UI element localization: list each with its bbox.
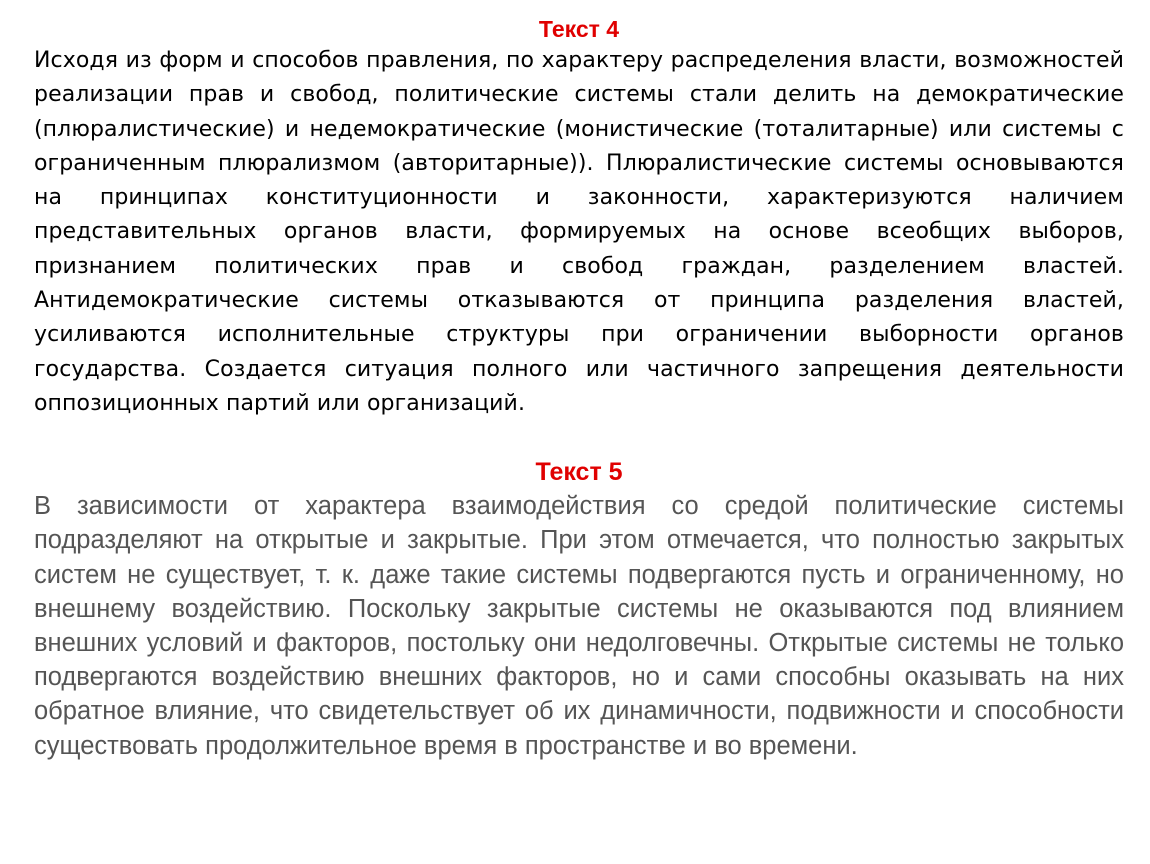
section-4-title: Текст 4: [538, 16, 620, 42]
document-page: [34, 14, 1124, 763]
section-spacer: [34, 421, 1124, 455]
section-5-body: В зависимости от характера взаимодействия со средой политические системы подразделяют на открытые и закрытые. При этом отмечается, что полностью закрытых систем не существует, т. к. даже такие системы подвергаются пусть и ограниченному, но внешнему воздействию. Поскольку закрытые системы не оказываются под влиянием внешних условий и факторов, постольку они недолговечны. Открытые системы не только подвергаются воздействию внешних факторов, но и сами способны оказывать на них обратное влияние, что свидетельствует об их динамичности, подвижности и способности существовать продолжительное время в пространстве и во времени.: [34, 492, 1124, 760]
section-4-body: Исходя из форм и способов правления, по характеру распределения власти, возможностей реализации прав и свобод, политические системы стали делить на демократические (плюралистические) и недемократические (монистические (тоталитарные) или системы с ограниченным плюрализмом (авторитарные)). Плюралистические системы основываются на принципах конституционности и законности, характеризуются наличием представительных органов власти, формируемых на основе всеобщих выборов, признанием политических прав и свобод граждан, разделением властей. Антидемократические системы отказываются от принципа разделения властей, усиливаются исполнительные структуры при ограничении выборности органов государства. Создается ситуация полного или частичного запрещения деятельности оппозиционных партий или организаций.: [34, 48, 1124, 416]
section-5-title: Текст 5: [535, 458, 623, 487]
